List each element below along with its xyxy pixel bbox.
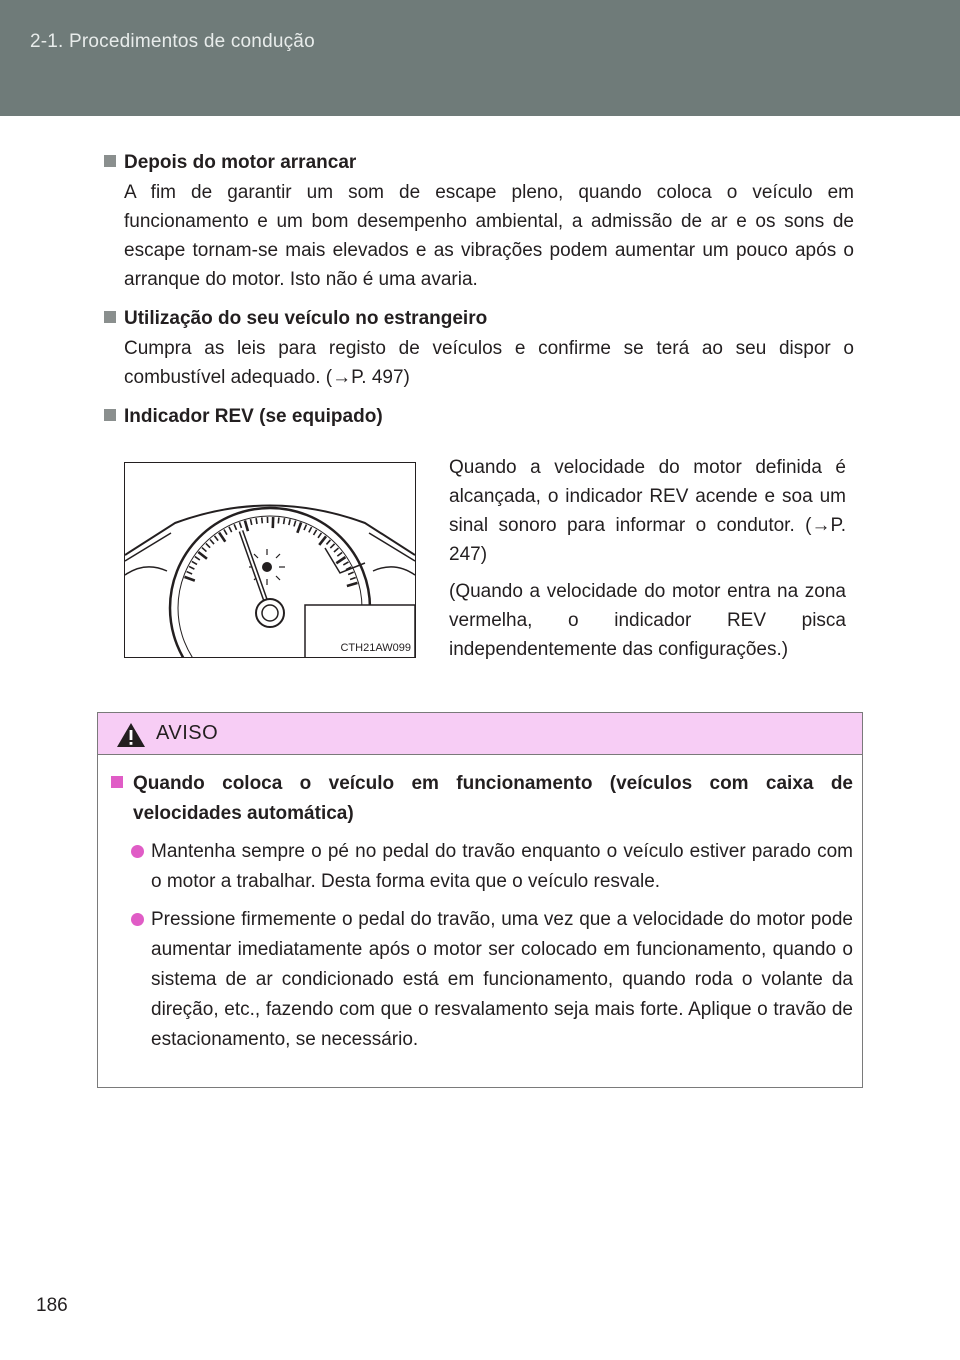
chapter-title: 2-1. Procedimentos de condução	[30, 31, 315, 52]
section-heading: Depois do motor arrancar	[104, 148, 854, 178]
warning-triangle-icon	[116, 722, 146, 748]
warning-label: AVISO	[156, 722, 219, 744]
square-bullet-icon	[111, 776, 123, 788]
figure-code: CTH21AW099	[340, 642, 411, 654]
gauge-drawing	[125, 463, 415, 657]
tachometer-illustration	[124, 462, 416, 658]
warning-section-heading: Quando coloca o veículo em funcionamento (veículos com caixa de velocidades automática)	[111, 769, 853, 829]
warning-bullet: Pressione firmemente o pedal do travão, uma vez que a velocidade do motor pode aumentar imediatamente após o motor ser colocado em funcionamento, quando o sistema de ar condicionado está em funcionamento, quando roda o volante da direção, etc., fazendo com que o resvalamento seja mais forte. Aplique o travão de estacionamento, se necessário.	[131, 905, 853, 1055]
section-heading: Utilização do seu veículo no estrangeiro	[104, 304, 854, 334]
warning-box	[97, 712, 863, 1088]
warning-body	[111, 769, 853, 1055]
page-header	[0, 0, 960, 116]
square-bullet-icon	[104, 155, 116, 167]
warning-bullet: Mantenha sempre o pé no pedal do travão enquanto o veículo estiver parado com o motor a trabalhar. Desta forma evita que o veículo resvale.	[131, 837, 853, 897]
square-bullet-icon	[104, 311, 116, 323]
section-text: A fim de garantir um som de escape pleno, quando coloca o veículo em funcionamento e um bom desempenho ambiental, a admissão de ar e os sons de escape tornam-se mais elevados e as vibrações podem aumentar um pouco após o arranque do motor. Isto não é uma avaria.	[124, 182, 854, 290]
section-heading: Indicador REV (se equipado)	[104, 402, 854, 432]
bullet-dot-icon	[131, 913, 144, 926]
figure-caption	[449, 453, 846, 672]
warning-header	[98, 713, 862, 755]
square-bullet-icon	[104, 409, 116, 421]
caption-paragraph: Quando a velocidade do motor definida é alcançada, o indicador REV acende e soa um sinal sonoro para informar o condutor. (→P. 247)	[449, 457, 846, 565]
page-number: 186	[36, 1295, 68, 1316]
section-text: Cumpra as leis para registo de veículos e confirme se terá ao seu dispor o combustível adequado. (→P. 497)	[124, 338, 854, 388]
main-content	[104, 148, 854, 432]
caption-paragraph: (Quando a velocidade do motor entra na zona vermelha, o indicador REV pisca independentemente das configurações.)	[449, 581, 846, 660]
bullet-dot-icon	[131, 845, 144, 858]
